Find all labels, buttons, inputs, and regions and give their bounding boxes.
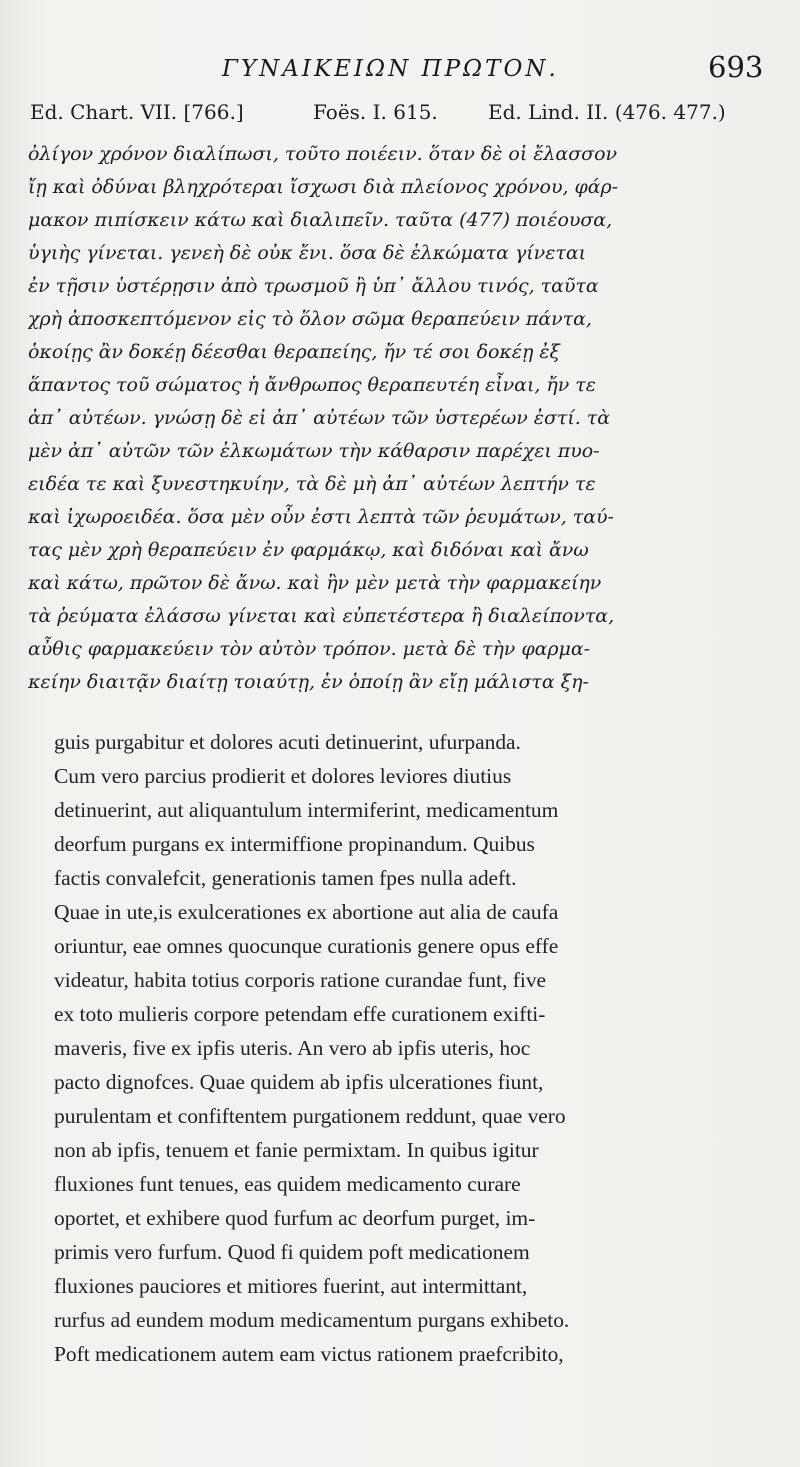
running-head: [0, 50, 800, 90]
page-number: 693: [708, 50, 764, 84]
greek-line: ἀπ᾽ αὐτέων. γνώσῃ δὲ εἰ ἀπ᾽ αὐτέων τῶν ὑστερέων ἐστί. τὰ: [28, 407, 611, 429]
greek-line: τὰ ῥεύματα ἐλάσσω γίνεται καὶ εὐπετέστερα ἢ διαλείποντα,: [28, 605, 615, 627]
latin-line: non ab ipfis, tenuem et fanie permixtam. In quibus igitur: [54, 1138, 539, 1162]
latin-line: purulentam et confiftentem purgationem reddunt, quae vero: [54, 1104, 566, 1128]
latin-line: factis convalefcit, generationis tamen fpes nulla adeft.: [54, 866, 517, 890]
latin-line: primis vero furfum. Quod fi quidem poft medicationem: [54, 1240, 530, 1264]
latin-line: fluxiones funt tenues, eas quidem medicamento curare: [54, 1172, 521, 1196]
latin-line: oriuntur, eae omnes quocunque curationis genere opus effe: [54, 934, 559, 958]
latin-line: oportet, et exhibere quod furfum ac deorfum purget, im-: [54, 1206, 536, 1230]
greek-line: ὀλίγον χρόνον διαλίπωσι, τοῦτο ποιέειν. ὅταν δὲ οἱ ἔλασσον: [28, 143, 618, 165]
greek-line: καὶ κάτω, πρῶτον δὲ ἄνω. καὶ ἢν μὲν μετὰ τὴν φαρμακείην: [28, 572, 602, 594]
latin-line: guis purgabitur et dolores acuti detinuerint, ufurpanda.: [54, 730, 521, 754]
greek-line: ὁκοίῃς ἂν δοκέῃ δέεσθαι θεραπείης, ἤν τέ σοι δοκέῃ ἐξ: [28, 341, 560, 363]
greek-line: μακον πιπίσκειν κάτω καὶ διαλιπεῖν. ταῦτα (477) ποιέουσα,: [28, 209, 613, 231]
edition-ref-lind: Ed. Lind. II. (476. 477.): [488, 100, 726, 124]
greek-line: ειδέα τε καὶ ξυνεστηκυίην, τὰ δὲ μὴ ἀπ᾽ αὐτέων λεπτήν τε: [28, 473, 596, 495]
latin-line: Quae in ute,is exulcerationes ex abortione aut alia de caufa: [54, 900, 559, 924]
latin-line: pacto dignofces. Quae quidem ab ipfis ulcerationes fiunt,: [54, 1070, 544, 1094]
latin-line: fluxiones pauciores et mitiores fuerint, aut intermittant,: [54, 1274, 528, 1298]
greek-line: ἐν τῇσιν ὑστέρῃσιν ἀπὸ τρωσμοῦ ἢ ὑπ᾽ ἄλλου τινός, ταῦτα: [28, 275, 599, 297]
greek-line: χρὴ ἀποσκεπτόμενον εἰς τὸ ὅλον σῶμα θεραπεύειν πάντα,: [28, 308, 592, 330]
latin-line: maveris, five ex ipfis uteris. An vero ab ipfis uteris, hoc: [54, 1036, 531, 1060]
latin-line: Cum vero parcius prodierit et dolores leviores diutius: [54, 764, 512, 788]
edition-ref-chart: Ed. Chart. VII. [766.]: [30, 100, 244, 124]
latin-line: deorfum purgans ex intermiffione propinandum. Quibus: [54, 832, 535, 856]
running-title: ΓΥΝΑΙΚΕΙΩΝ ΠΡΩΤΟΝ.: [222, 56, 559, 82]
greek-text-block: [28, 138, 788, 708]
latin-line: rurfus ad eundem modum medicamentum purgans exhibeto.: [54, 1308, 570, 1332]
greek-line: ἴῃ καὶ ὀδύναι βληχρότεραι ἴσχωσι διὰ πλείονος χρόνου, φάρ-: [28, 176, 619, 198]
greek-line: ὑγιὴς γίνεται. γενεὴ δὲ οὐκ ἔνι. ὅσα δὲ ἑλκώματα γίνεται: [28, 242, 587, 264]
latin-line: detinuerint, aut aliquantulum intermiferint, medicamentum: [54, 798, 559, 822]
greek-line: μὲν ἀπ᾽ αὐτῶν τῶν ἑλκωμάτων τὴν κάθαρσιν παρέχει πυο-: [28, 440, 600, 462]
greek-line: αὖθις φαρμακεύειν τὸν αὐτὸν τρόπον. μετὰ δὲ τὴν φαρμα-: [28, 638, 590, 660]
edition-references: [30, 100, 790, 132]
greek-line: κείην διαιτᾷν διαίτῃ τοιαύτῃ, ἐν ὁποίῃ ἂν εἴῃ μάλιστα ξη-: [28, 671, 589, 693]
greek-line: καὶ ἰχωροειδέα. ὅσα μὲν οὖν ἐστι λεπτὰ τῶν ῥευμάτων, ταύ-: [28, 506, 614, 528]
latin-line: Poft medicationem autem eam victus rationem praefcribito,: [54, 1342, 564, 1366]
greek-line: τας μὲν χρὴ θεραπεύειν ἐν φαρμάκῳ, καὶ διδόναι καὶ ἄνω: [28, 539, 589, 561]
latin-line: ex toto mulieris corpore petendam effe curationem exifti-: [54, 1002, 546, 1026]
edition-ref-foes: Foës. I. 615.: [313, 100, 438, 124]
greek-line: ἅπαντος τοῦ σώματος ἡ ἄνθρωπος θεραπευτέη εἶναι, ἤν τε: [28, 374, 596, 396]
latin-line: videatur, habita totius corporis ratione curandae funt, five: [54, 968, 547, 992]
latin-text-block: [54, 727, 774, 1387]
